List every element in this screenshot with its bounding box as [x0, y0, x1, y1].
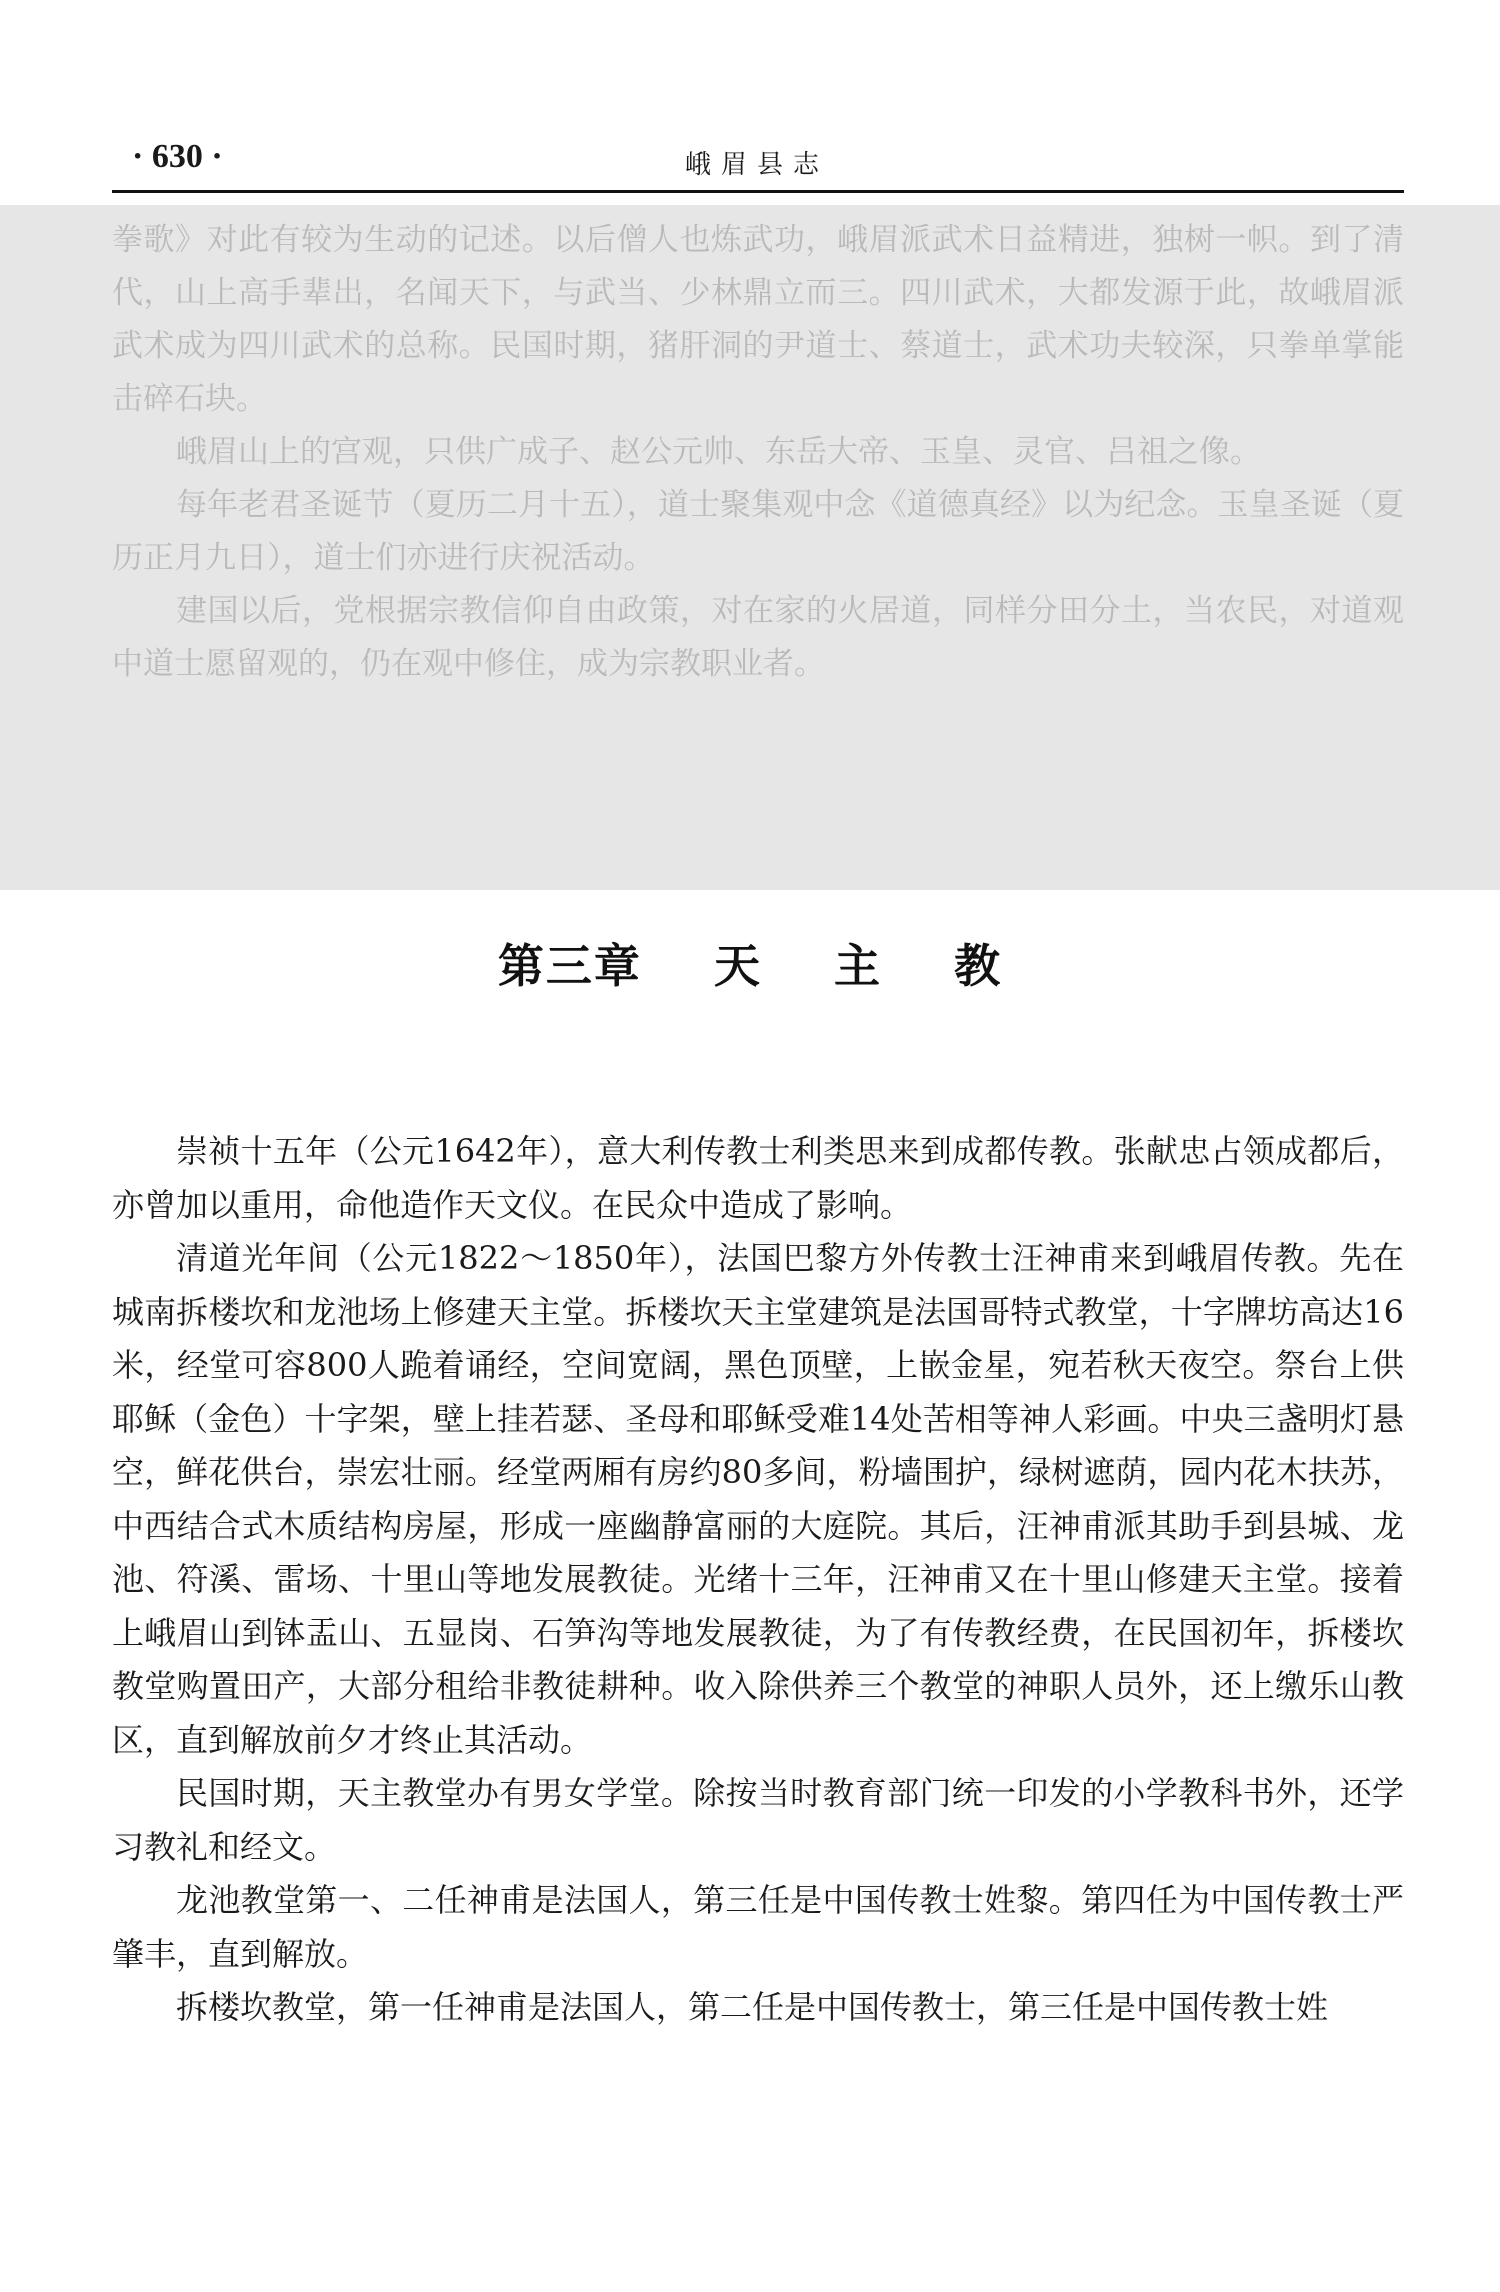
chapter-title: 第三章 天 主 教 [497, 939, 1003, 993]
body-paragraph: 龙池教堂第一、二任神甫是法国人，第三任是中国传教士姓黎。第四任为中国传教士严肇丰，直到解放。 [112, 1881, 1404, 1973]
running-title: 峨眉县志 [684, 150, 829, 180]
body-paragraph: 民国时期，天主教堂办有男女学堂。除按当时教育部门统一印发的小学教科书外，还学习教礼和经文。 [112, 1774, 1404, 1866]
body-paragraph: 拆楼坎教堂，第一任神甫是法国人，第二任是中国传教士，第三任是中国传教士姓 [176, 1988, 1329, 2026]
faded-paragraph: 每年老君圣诞节（夏历二月十五），道士聚集观中念《道德真经》以为纪念。玉皇圣诞（夏历正月九日），道士们亦进行庆祝活动。 [112, 487, 1404, 576]
faded-paragraph: 峨眉山上的宫观，只供广成子、赵公元帅、东岳大帝、玉皇、灵官、吕祖之像。 [176, 434, 1261, 470]
body-text [112, 1125, 1404, 2035]
faded-section [112, 214, 1404, 691]
body-paragraph: 清道光年间（公元1822～1850年），法国巴黎方外传教士汪神甫来到峨眉传教。先在城南拆楼坎和龙池场上修建天主堂。拆楼坎天主堂建筑是法国哥特式教堂，十字牌坊高达16米，经堂可容800人跪着诵经，空间宽阔，黑色顶壁，上嵌金星，宛若秋天夜空。祭台上供耶稣（金色）十字架，壁上挂若瑟、圣母和耶稣受难14处苦相等神人彩画。中央三盏明灯悬空，鲜花供台，崇宏壮丽。经堂两厢有房约80多间，粉墙围护，绿树遮荫，园内花木扶苏，中西结合式木质结构房屋，形成一座幽静富丽的大庭院。其后，汪神甫派其助手到县城、龙池、符溪、雷场、十里山等地发展教徒。光绪十三年，汪神甫又在十里山修建天主堂。接着上峨眉山到钵盂山、五显岗、石笋沟等地发展教徒，为了有传教经费，在民国初年，拆楼坎教堂购置田产，大部分租给非教徒耕种。收入除供养三个教堂的神职人员外，还上缴乐山教区，直到解放前夕才终止其活动。 [112, 1239, 1404, 1759]
body-paragraph: 崇祯十五年（公元1642年），意大利传教士利类思来到成都传教。张献忠占领成都后，亦曾加以重用，命他造作天文仪。在民众中造成了影响。 [112, 1132, 1404, 1224]
header-rule [112, 190, 1404, 193]
faded-paragraph: 建国以后，党根据宗教信仰自由政策，对在家的火居道，同样分田分土，当农民，对道观中道士愿留观的，仍在观中修住，成为宗教职业者。 [112, 593, 1404, 682]
page-number: · 630 · [132, 138, 223, 175]
page-header [112, 138, 1402, 188]
faded-paragraph: 拳歌》对此有较为生动的记述。以后僧人也炼武功，峨眉派武术日益精进，独树一帜。到了清代，山上高手辈出，名闻天下，与武当、少林鼎立而三。四川武术，大都发源于此，故峨眉派武术成为四川武术的总称。民国时期，猪肝洞的尹道士、蔡道士，武术功夫较深，只拳单掌能击碎石块。 [112, 222, 1404, 417]
